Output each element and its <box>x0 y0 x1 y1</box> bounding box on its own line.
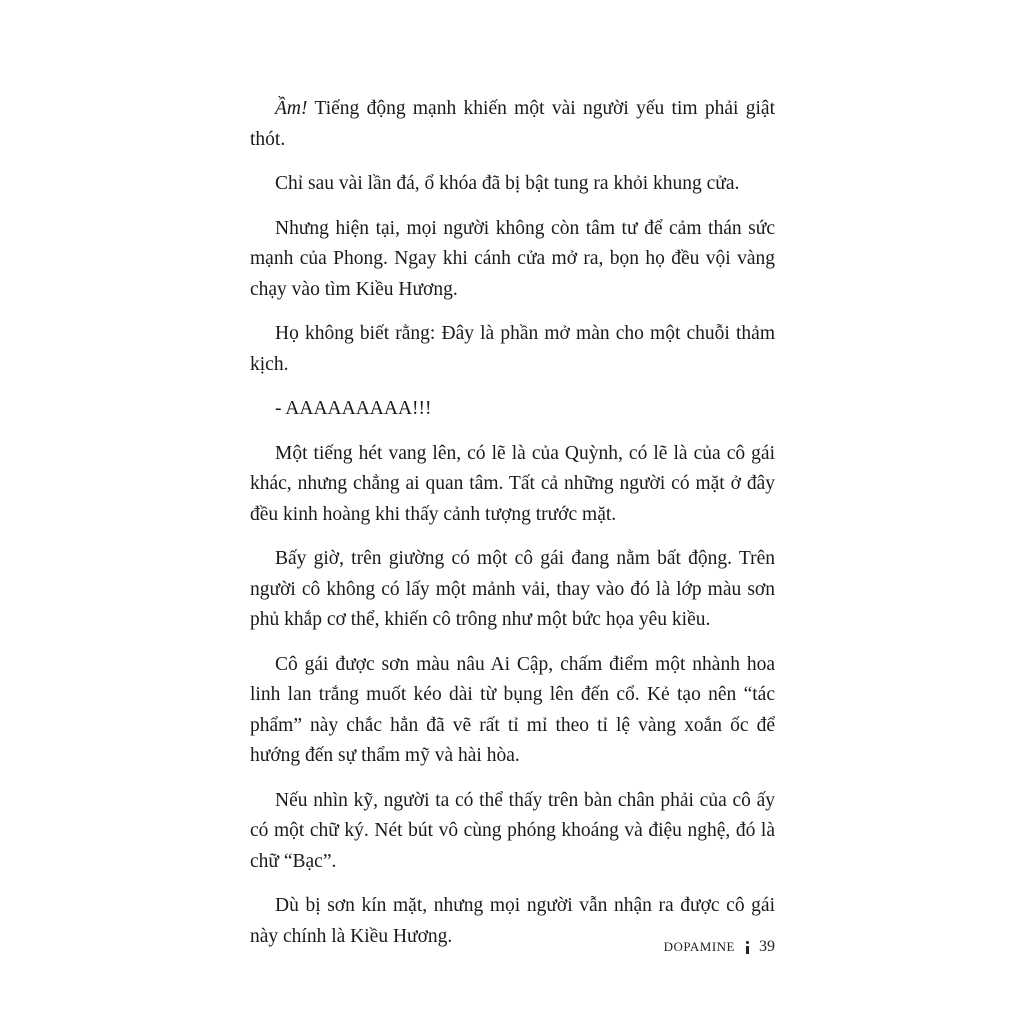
paragraph-7: Bấy giờ, trên giường có một cô gái đang nằm bất động. Trên người cô không có lấy một mảnh vải, thay vào đó là lớp màu sơn phủ khắp cơ thể, khiến cô trông như một bức họa yêu kiều. <box>250 548 775 630</box>
publisher-brand: DOPAMINE <box>663 939 735 954</box>
paragraph-2: Chỉ sau vài lần đá, ổ khóa đã bị bật tung ra khỏi khung cửa. <box>275 173 740 194</box>
paragraph-1-text: Tiếng động mạnh khiến một vài người yếu tim phải giật thót. <box>250 98 775 150</box>
page-number: 39 <box>759 938 775 955</box>
paragraph-3: Nhưng hiện tại, mọi người không còn tâm tư để cảm thán sức mạnh của Phong. Ngay khi cánh cửa mở ra, bọn họ đều vội vàng chạy vào tìm Kiều Hương. <box>250 217 775 300</box>
paragraph-4: Họ không biết rằng: Đây là phần mở màn cho một chuỗi thảm kịch. <box>250 323 775 375</box>
paragraph-1-emphasis: Ầm! <box>275 98 308 119</box>
paragraph-10: Dù bị sơn kín mặt, nhưng mọi người vẫn nhận ra được cô gái này chính là Kiều Hương. <box>250 895 775 947</box>
book-page-text <box>250 94 775 966</box>
separator-i-icon <box>745 940 749 954</box>
paragraph-9: Nếu nhìn kỹ, người ta có thể thấy trên bàn chân phải của cô ấy có một chữ ký. Nét bút vô cùng phóng khoáng và điệu nghệ, đó là chữ “Bạc”. <box>250 789 775 872</box>
page-footer <box>664 934 775 960</box>
paragraph-6: Một tiếng hét vang lên, có lẽ là của Quỳnh, có lẽ là của cô gái khác, nhưng chẳng ai quan tâm. Tất cả những người có mặt ở đây đều kinh hoàng khi thấy cảnh tượng trước mặt. <box>250 442 775 525</box>
paragraph-1 <box>250 94 775 155</box>
paragraph-5: - AAAAAAAAA!!! <box>275 398 432 419</box>
paragraph-8: Cô gái được sơn màu nâu Ai Cập, chấm điểm một nhành hoa linh lan trắng muốt kéo dài từ bụng lên đến cổ. Kẻ tạo nên “tác phẩm” này chắc hẳn đã vẽ rất tỉ mỉ theo tỉ lệ vàng xoắn ốc để hướng đến sự thẩm mỹ và hài hòa. <box>250 653 775 766</box>
